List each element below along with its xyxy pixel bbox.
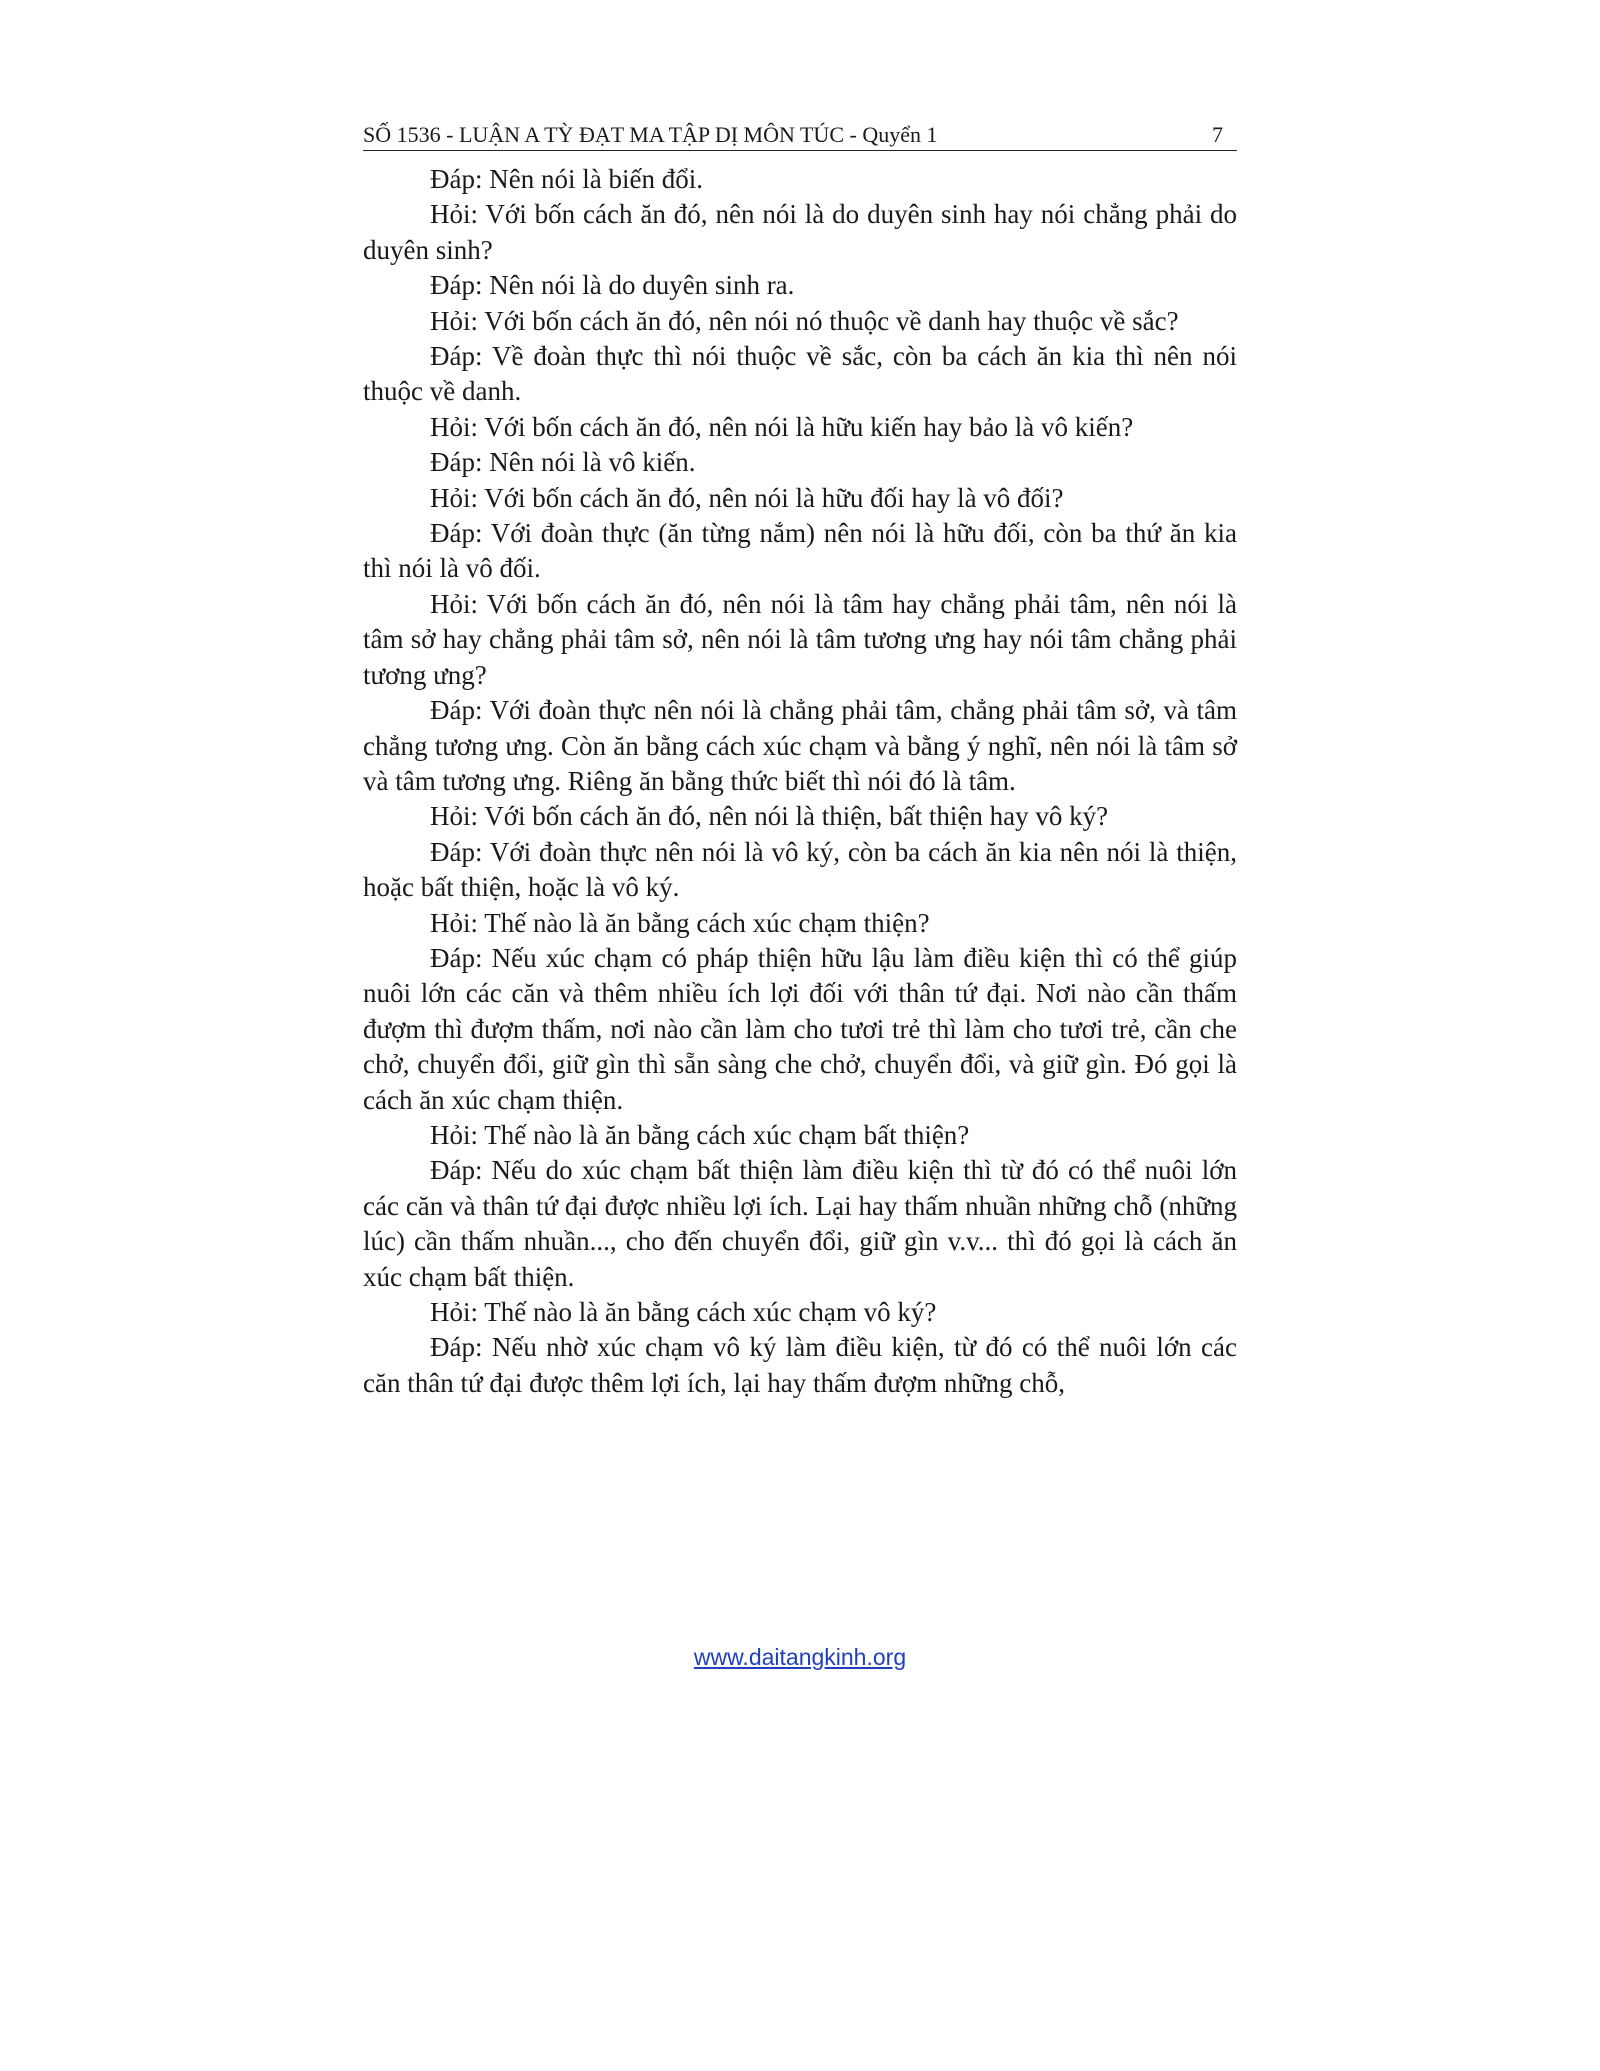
paragraph: Hỏi: Thế nào là ăn bằng cách xúc chạm bất thiện? [430,1119,970,1150]
footer [0,1643,1600,1671]
running-header [363,122,1237,151]
paragraph: Đáp: Nếu do xúc chạm bất thiện làm điều kiện thì từ đó có thể nuôi lớn các căn và thân tứ đại được nhiều lợi ích. Lại hay thấm nhuần những chỗ (những lúc) cần thấm nhuần..., cho đến chuyển đổi, giữ gìn v.v... thì đó gọi là cách ăn xúc chạm bất thiện. [363,1155,1237,1292]
paragraph: Đáp: Nên nói là biến đổi. [430,164,703,194]
paragraph: Đáp: Nên nói là vô kiến. [430,447,696,478]
paragraph: Hỏi: Với bốn cách ăn đó, nên nói là tâm hay chẳng phải tâm, nên nói là tâm sở hay chẳng phải tâm sở, nên nói là tâm tương ưng hay nói tâm chẳng phải tương ưng? [363,588,1237,690]
website-link[interactable]: www.daitangkinh.org [693,1644,907,1670]
paragraph: Hỏi: Với bốn cách ăn đó, nên nói là hữu đối hay là vô đối? [430,482,1064,513]
paragraph: Hỏi: Với bốn cách ăn đó, nên nói là hữu kiến hay bảo là vô kiến? [430,411,1134,442]
paragraph: Hỏi: Với bốn cách ăn đó, nên nói là do duyên sinh hay nói chẳng phải do duyên sinh? [363,199,1237,265]
paragraph: Đáp: Nên nói là do duyên sinh ra. [430,270,795,301]
header-title: SỐ 1536 - LUẬN A TỲ ĐẠT MA TẬP DỊ MÔN TÚC - Quyển 1 [363,122,938,147]
paragraph: Đáp: Với đoàn thực nên nói là vô ký, còn ba cách ăn kia nên nói là thiện, hoặc bất thiện, hoặc là vô ký. [363,836,1237,903]
paragraph: Đáp: Nếu nhờ xúc chạm vô ký làm điều kiện, từ đó có thể nuôi lớn các căn thân tứ đại được thêm lợi ích, lại hay thấm đượm những chỗ, [363,1332,1237,1398]
paragraph: Đáp: Nếu xúc chạm có pháp thiện hữu lậu làm điều kiện thì có thể giúp nuôi lớn các căn và thêm nhiều ích lợi đối với thân tứ đại. Nơi nào cần thấm đượm thì đượm thấm, nơi nào cần làm cho tươi trẻ thì làm cho tươi trẻ, cần che chở, chuyển đổi, giữ gìn thì sẵn sàng che chở, chuyển đổi, và giữ gìn. Đó gọi là cách ăn xúc chạm thiện. [363,942,1237,1115]
paragraph: Đáp: Với đoàn thực (ăn từng nắm) nên nói là hữu đối, còn ba thứ ăn kia thì nói là vô đối. [363,518,1237,584]
paragraph: Hỏi: Thế nào là ăn bằng cách xúc chạm vô ký? [430,1297,937,1327]
paragraph: Hỏi: Với bốn cách ăn đó, nên nói là thiện, bất thiện hay vô ký? [430,801,1109,832]
paragraph: Hỏi: Thế nào là ăn bằng cách xúc chạm thiện? [430,907,930,938]
paragraph: Đáp: Với đoàn thực nên nói là chẳng phải tâm, chẳng phải tâm sở, và tâm chẳng tương ưng. Còn ăn bằng cách xúc chạm và bằng ý nghĩ, nên nói là tâm sở và tâm tương ưng. Riêng ăn bằng thức biết thì nói đó là tâm. [363,695,1237,796]
body-text [363,162,1237,1401]
paragraph: Đáp: Về đoàn thực thì nói thuộc về sắc, còn ba cách ăn kia thì nên nói thuộc về danh. [363,341,1237,407]
page-number: 7 [1212,122,1223,147]
paragraph: Hỏi: Với bốn cách ăn đó, nên nói nó thuộc về danh hay thuộc về sắc? [430,305,1179,336]
